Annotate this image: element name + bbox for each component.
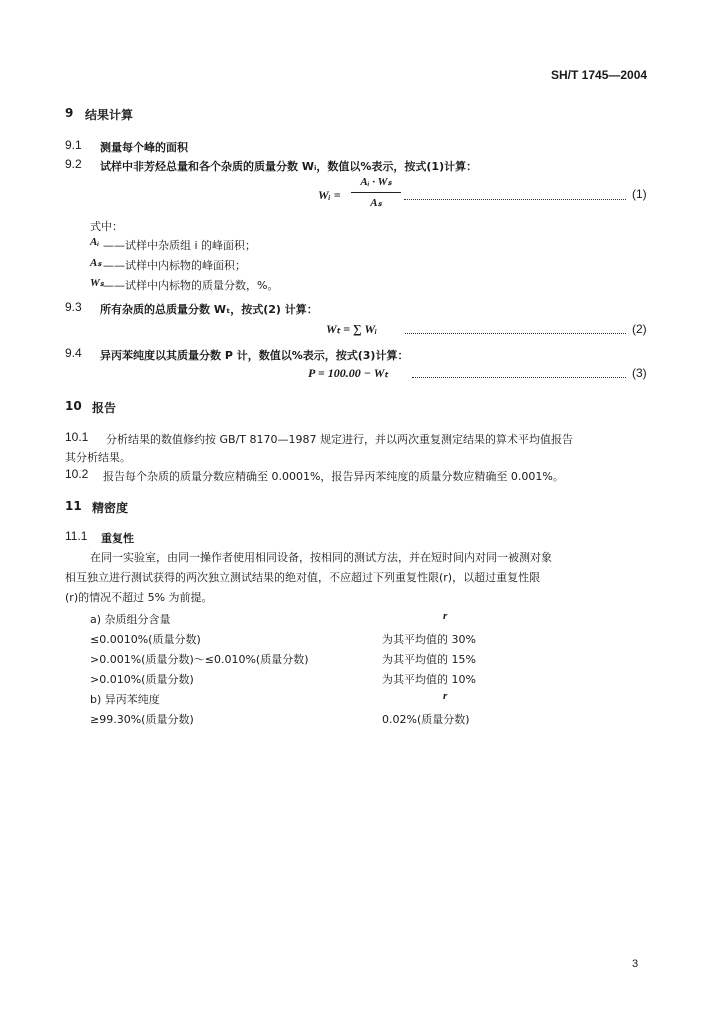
- table-row-right: 为其平均值的 10%: [382, 673, 476, 686]
- section-9-number: 9: [65, 106, 74, 120]
- clause-9-4-number: 9.4: [65, 346, 82, 360]
- clause-10-1-line2: 其分析结果。: [65, 451, 131, 464]
- def3-text: ——试样中内标物的质量分数，%。: [103, 279, 279, 292]
- table-row-right: r: [443, 610, 448, 622]
- clause-11-1-title: 重复性: [101, 532, 134, 545]
- eq3-number: (3): [632, 366, 647, 380]
- standard-code: SH/T 1745—2004: [551, 68, 648, 82]
- clause-9-3-number: 9.3: [65, 300, 82, 314]
- section-11-number: 11: [65, 499, 82, 513]
- page-number: 3: [632, 958, 639, 970]
- eq2-leader: [405, 333, 626, 334]
- eq1-denominator: Aₛ: [370, 197, 382, 209]
- def1-text: ——试样中杂质组 i 的峰面积；: [103, 239, 257, 252]
- def1-symbol: Aᵢ: [90, 236, 100, 248]
- clause-9-3-text: 所有杂质的总质量分数 Wₜ，按式(2) 计算：: [100, 303, 318, 316]
- table-row-right: r: [443, 690, 448, 702]
- repeatability-para-line1: 在同一实验室，由同一操作者使用相同设备，按相同的测试方法，并在短时间内对同一被测对象: [90, 551, 552, 564]
- section-10-title: 报告: [92, 401, 117, 415]
- table-row-right: 为其平均值的 15%: [382, 653, 476, 666]
- eq3-leader: [412, 377, 626, 378]
- eq2-number: (2): [632, 322, 647, 336]
- section-10-number: 10: [65, 399, 82, 413]
- clause-9-1-number: 9.1: [65, 138, 82, 152]
- clause-10-1-line1: 分析结果的数值修约按 GB/T 8170—1987 规定进行，并以两次重复测定结果的算术平均值报告: [106, 433, 573, 446]
- section-11-title: 精密度: [92, 501, 129, 515]
- table-row-left: b) 异丙苯纯度: [90, 693, 160, 706]
- clause-10-2-number: 10.2: [65, 467, 89, 481]
- clause-10-1-number: 10.1: [65, 430, 89, 444]
- eq1-lhs: Wᵢ =: [318, 188, 341, 202]
- clause-9-1-text: 测量每个峰的面积: [100, 141, 188, 154]
- clause-11-1-number: 11.1: [65, 529, 88, 543]
- eq1-number: (1): [632, 187, 647, 201]
- eq1-leader: [404, 199, 626, 200]
- repeatability-para-line2: 相互独立进行测试获得的两次独立测试结果的绝对值，不应超过下列重复性限(r)，以超过重复性限: [65, 571, 541, 584]
- eq2-formula: Wₜ = ∑ Wᵢ: [326, 322, 378, 336]
- repeatability-para-line3: (r)的情况不超过 5% 为前提。: [65, 591, 213, 604]
- table-row-left: ≥99.30%(质量分数): [90, 713, 194, 726]
- def3-symbol: Wₛ: [90, 277, 104, 289]
- def2-text: ——试样中内标物的峰面积；: [103, 259, 246, 272]
- eq1-fraction-bar: [351, 192, 401, 193]
- table-row-left: >0.001%(质量分数)～≤0.010%(质量分数): [90, 653, 309, 666]
- where-label: 式中：: [90, 220, 123, 233]
- table-row-left: >0.010%(质量分数): [90, 673, 194, 686]
- table-row-left: a) 杂质组分含量: [90, 613, 171, 626]
- table-row-right: 为其平均值的 30%: [382, 633, 476, 646]
- section-9-title: 结果计算: [85, 108, 134, 122]
- eq1-numerator: Aᵢ · Wₛ: [360, 176, 392, 188]
- eq3-formula: P = 100.00 − Wₜ: [308, 366, 388, 380]
- clause-9-2-text: 试样中非芳烃总量和各个杂质的质量分数 Wᵢ，数值以%表示，按式(1)计算：: [100, 160, 478, 173]
- clause-9-4-text: 异丙苯纯度以其质量分数 P 计，数值以%表示，按式(3)计算：: [100, 349, 409, 362]
- clause-10-2-text: 报告每个杂质的质量分数应精确至 0.0001%，报告异丙苯纯度的质量分数应精确至 0.001%。: [103, 470, 564, 483]
- def2-symbol: Aₛ: [90, 257, 102, 269]
- clause-9-2-number: 9.2: [65, 157, 82, 171]
- table-row-left: ≤0.0010%(质量分数): [90, 633, 201, 646]
- table-row-right: 0.02%(质量分数): [382, 713, 470, 726]
